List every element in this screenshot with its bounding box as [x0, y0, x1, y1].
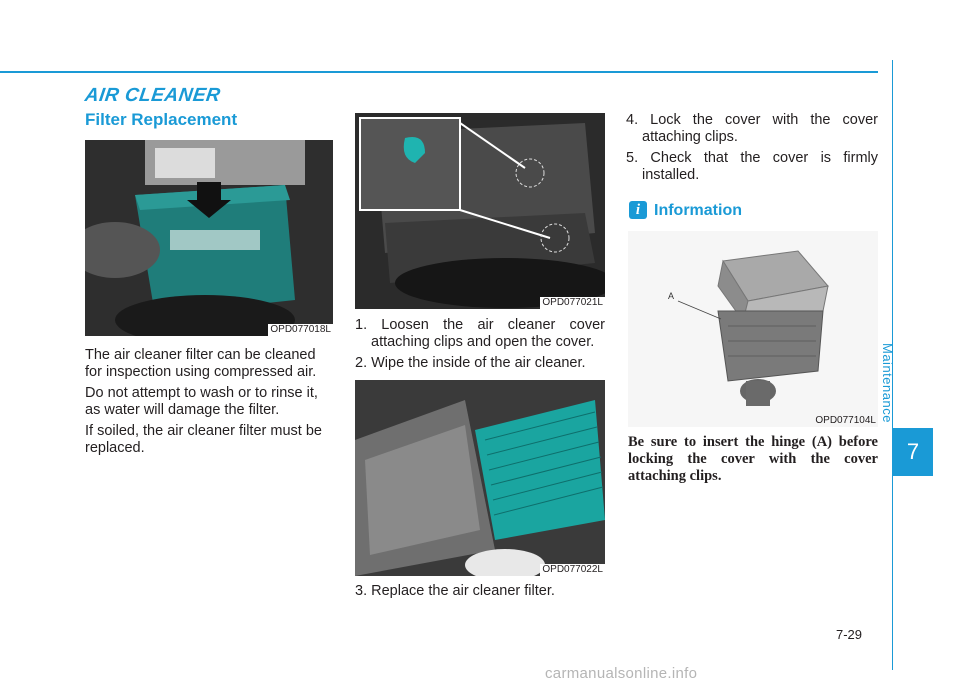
- section-title: AIR CLEANER: [83, 85, 222, 106]
- paragraph: The air cleaner filter can be cleaned for inspection using compressed air.: [85, 347, 317, 380]
- step-5: 5. Check that the cover is firmly installed.: [626, 150, 878, 183]
- left-text-block: [85, 347, 335, 457]
- info-text: Be sure to insert the hinge (A) before locking the cover with the cover attaching clips.: [628, 434, 878, 484]
- callout-a: A: [668, 291, 675, 301]
- image-code: OPD077022L: [542, 564, 603, 575]
- right-steps: [626, 112, 878, 184]
- watermark: carmanualsonline.info: [545, 665, 698, 682]
- image-code: OPD077021L: [542, 297, 603, 308]
- chapter-tab: 7: [893, 428, 933, 476]
- image-code: OPD077018L: [270, 324, 331, 335]
- sub-title: Filter Replacement: [85, 110, 238, 129]
- filter-photo: [355, 380, 605, 576]
- step-3: 3. Replace the air cleaner filter.: [355, 583, 555, 599]
- page-number: 7-29: [836, 627, 863, 642]
- image-code: OPD077104L: [815, 415, 876, 426]
- air-cleaner-photo: [85, 140, 333, 336]
- middle-steps: [355, 317, 605, 372]
- open-cover-photo: [355, 113, 605, 309]
- paragraph: If soiled, the air cleaner filter must be replaced.: [85, 423, 322, 456]
- sidebar-label: Maintenance: [880, 343, 895, 423]
- info-title: Information: [654, 202, 742, 219]
- info-icon: i: [629, 201, 647, 219]
- paragraph: Do not attempt to wash or to rinse it, as water will damage the filter.: [85, 385, 318, 418]
- step-4: 4. Lock the cover with the cover attaching clips.: [626, 112, 878, 145]
- air-cleaner-diagram: [628, 231, 878, 427]
- top-rule: [0, 71, 878, 73]
- step-2: 2. Wipe the inside of the air cleaner.: [355, 355, 586, 371]
- step-1: 1. Loosen the air cleaner cover attaching clips and open the cover.: [355, 317, 605, 350]
